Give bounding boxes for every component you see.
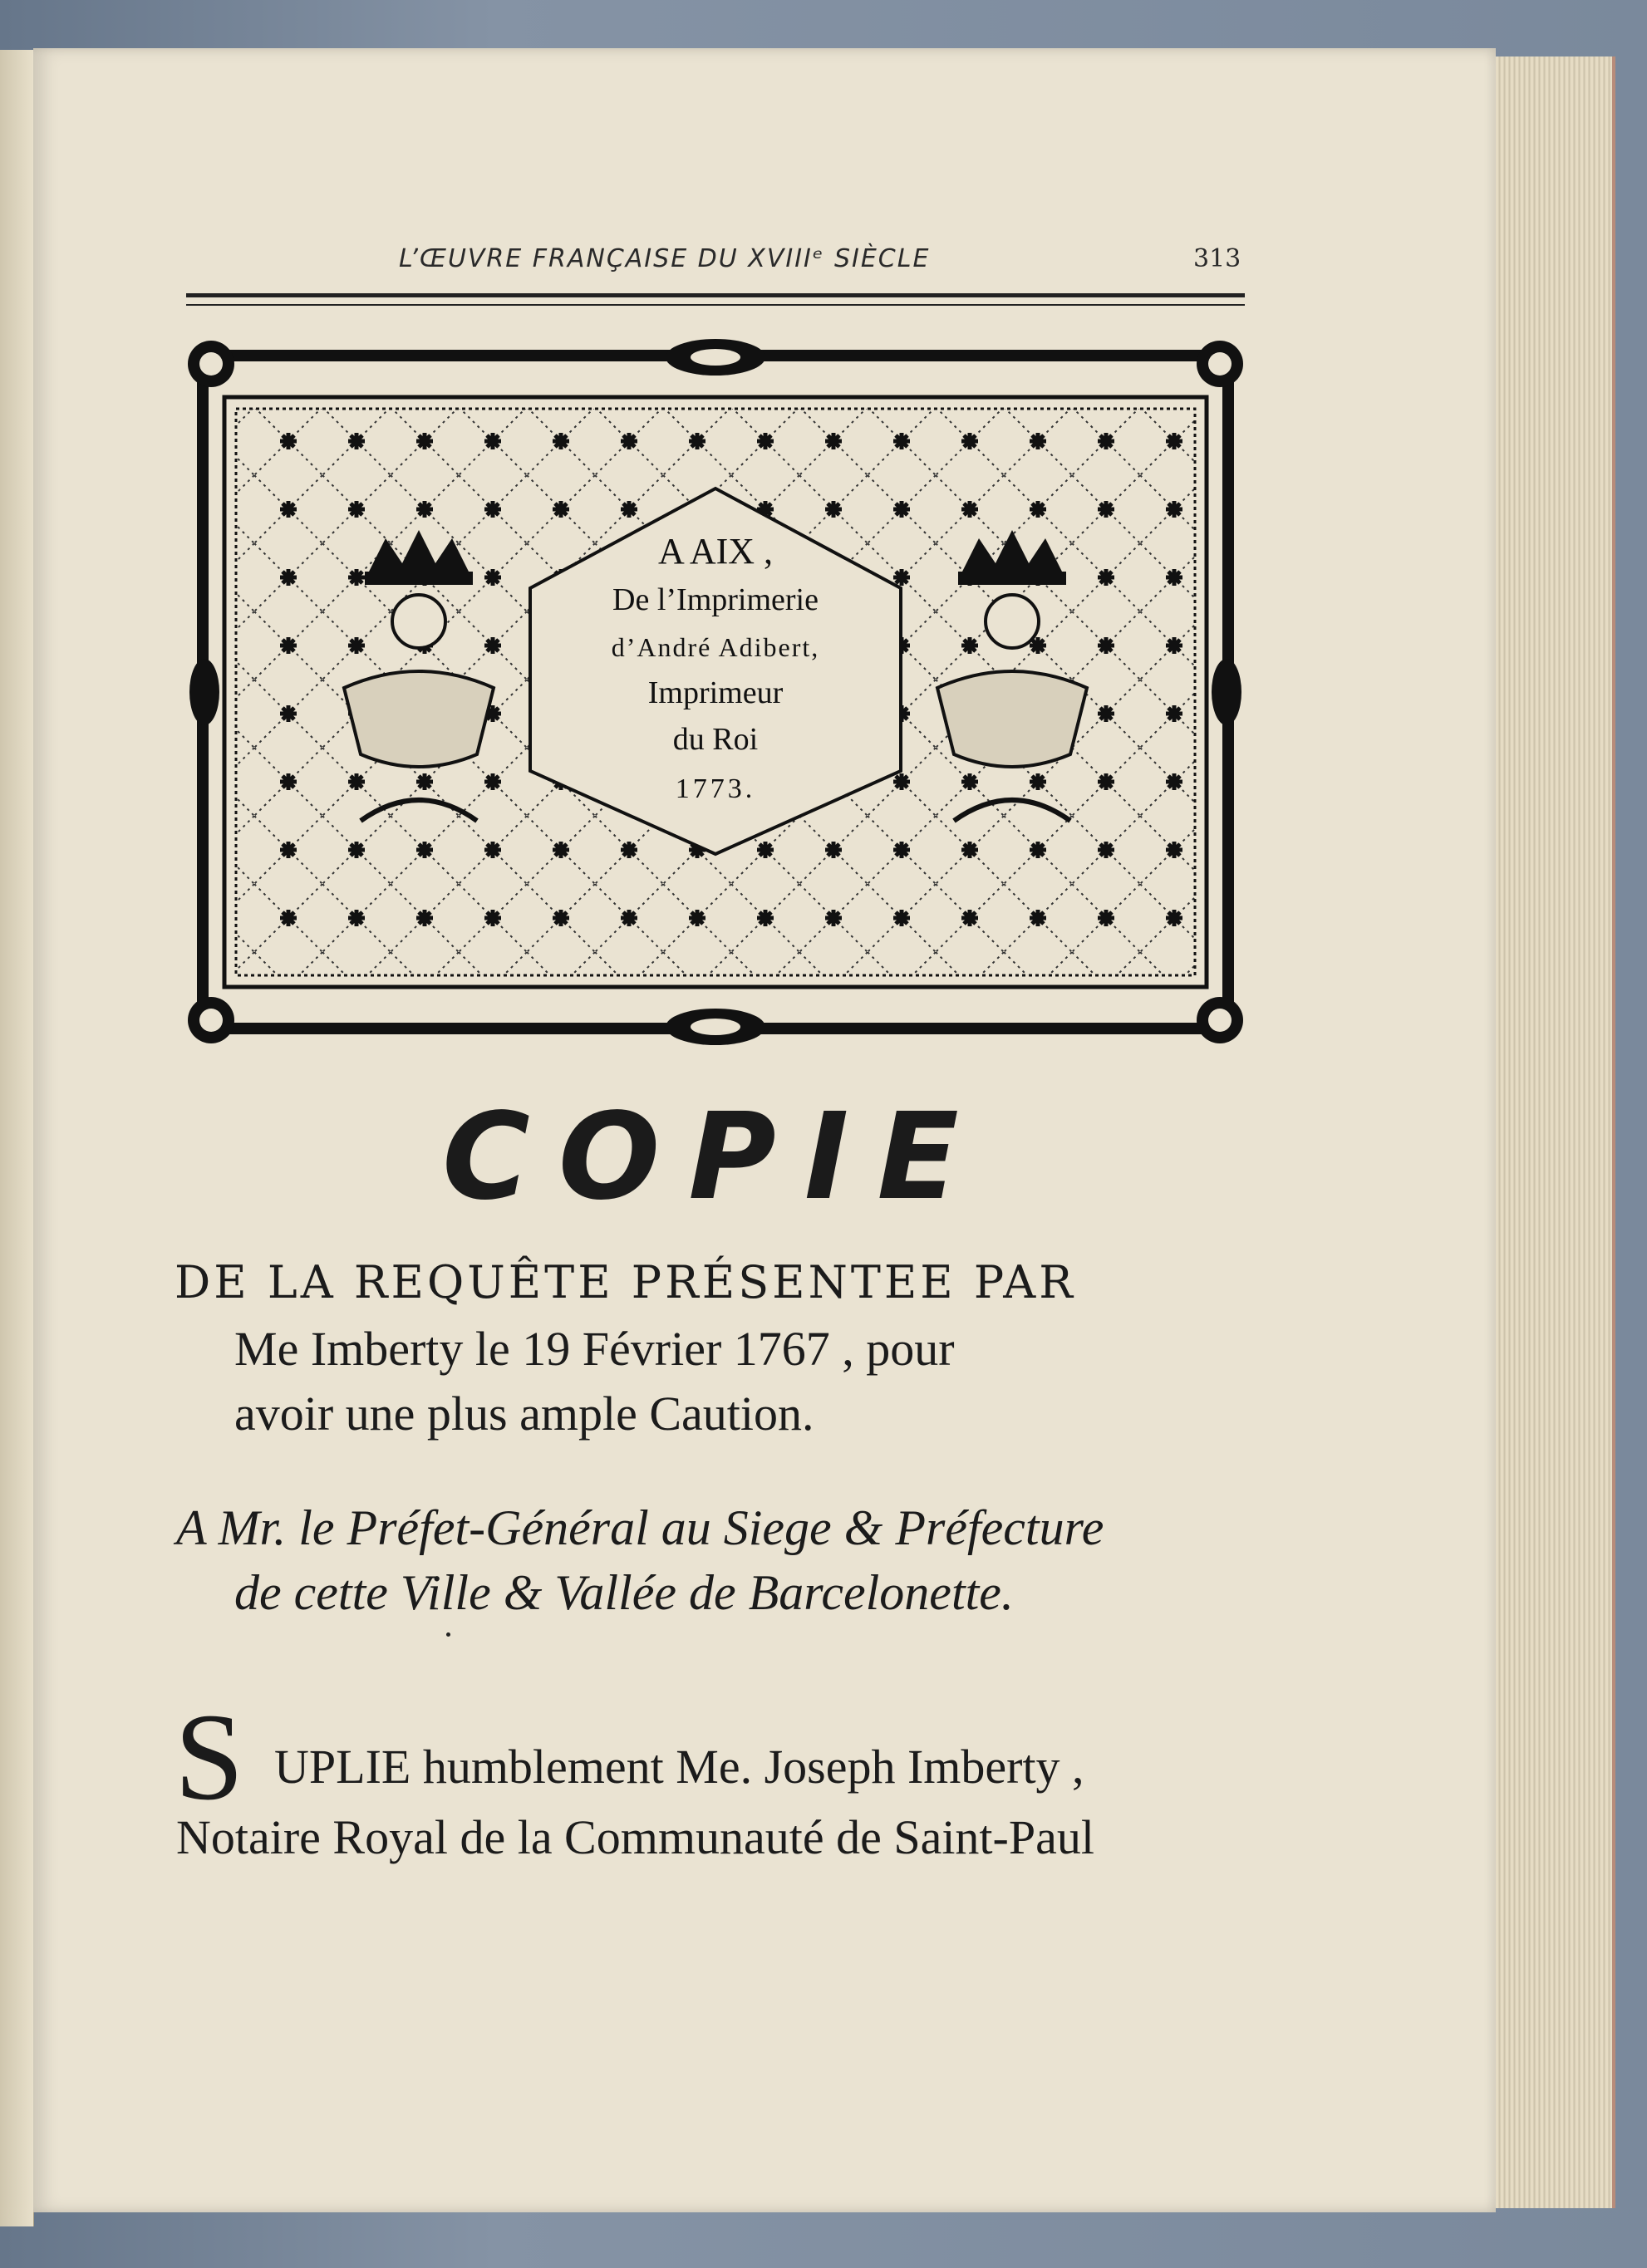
paragraph-line-2: Notaire Royal de la Communauté de Saint-Paul (176, 1810, 1094, 1864)
page-title: COPIE (442, 1087, 987, 1226)
page-number: 313 (1193, 244, 1241, 273)
dropcap-container (175, 1688, 244, 1826)
header-rule-thin (186, 304, 1245, 306)
ornament-printer-name: d’André Adibert, (611, 632, 820, 662)
address-line-2: de cette Ville & Vallée de Barcelonette. (234, 1565, 1014, 1620)
dropcap-letter: S (175, 1688, 244, 1826)
subtitle-line-3: avoir une plus ample Caution. (234, 1387, 814, 1441)
subtitle-line-2: Me Imberty le 19 Février 1767 , pour (234, 1322, 955, 1376)
paragraph-line-1: UPLIE humblement Me. Joseph Imberty , (274, 1740, 1084, 1794)
ornament-imprimerie: De l’Imprimerie (612, 582, 819, 617)
header-rule-thick (186, 293, 1245, 297)
ornament-imprimeur: Imprimeur (647, 675, 784, 710)
running-head: L’ŒUVRE FRANÇAISE DU XVIIIᵉ SIÈCLE (399, 244, 931, 273)
subtitle-line-1: DE LA REQUÊTE PRÉSENTEE PAR (175, 1256, 1076, 1308)
address-line-1: A Mr. le Préfet-Général au Siege & Préfecture (176, 1500, 1104, 1555)
stray-dot (446, 1632, 450, 1637)
ornament-city: A AIX , (657, 531, 774, 572)
page-edges (1496, 56, 1615, 2208)
printer-ornament (186, 339, 1245, 1045)
ornament-year: 1773. (675, 773, 756, 804)
ornament-du-roi: du Roi (672, 722, 759, 757)
